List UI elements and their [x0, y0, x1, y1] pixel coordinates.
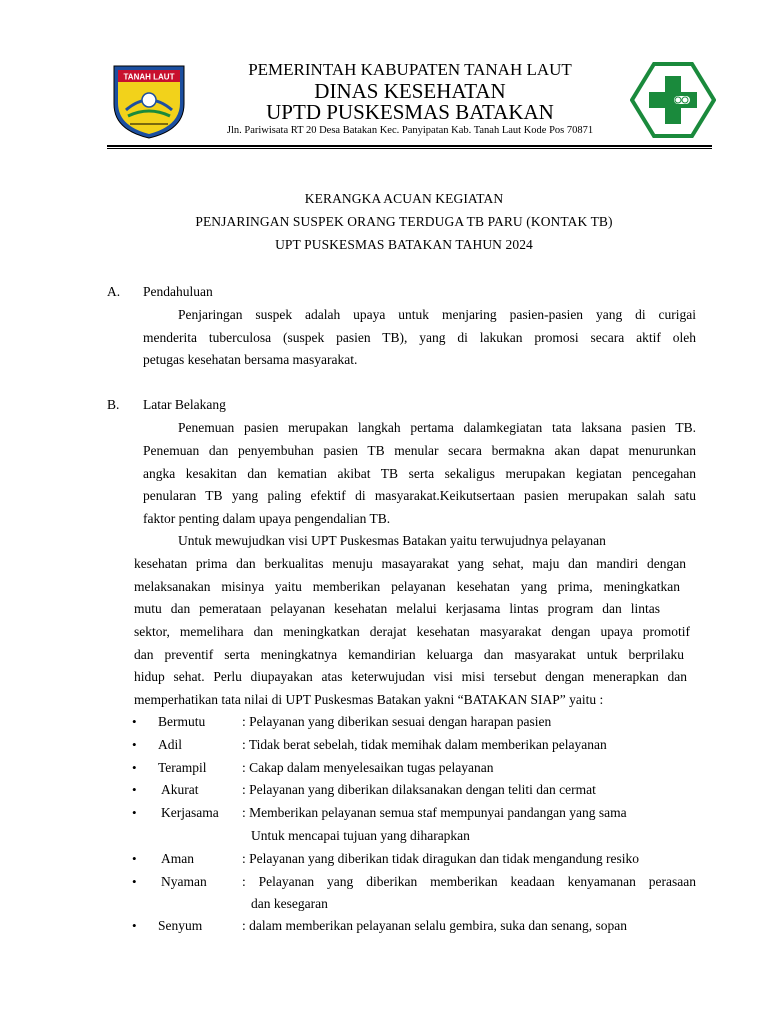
section-b-para2-line: melaksanakan misinya yaitu memberikan pelayanan kesehatan yang prima, meningkatkan [134, 579, 680, 594]
section-b-para2-line: dan preventif serta meningkatnya kemandirian keluarga dan masyarakat untuk berprilaku [134, 647, 684, 662]
value-desc: : dalam memberikan pelayanan selalu gembira, suka dan senang, sopan [242, 918, 627, 933]
section-b-para1-line: Penemuan dan penyembuhan pasien TB menular secara bermakna akan dapat menurunkan [143, 443, 696, 458]
value-desc: : Pelayanan yang diberikan memberikan keadaan kenyamanan perasaan [242, 874, 696, 889]
value-desc: : Memberikan pelayanan semua staf mempunyai pandangan yang sama [242, 805, 627, 820]
list-bullet: • [132, 714, 137, 729]
value-desc-continued: Untuk mencapai tujuan yang diharapkan [251, 828, 470, 843]
list-bullet: • [132, 874, 137, 889]
section-b-para1-line: faktor penting dalam upaya pengendalian TB. [143, 511, 391, 526]
value-desc: : Cakap dalam menyelesaikan tugas pelayanan [242, 760, 494, 775]
value-desc: : Tidak berat sebelah, tidak memihak dalam memberikan pelayanan [242, 737, 607, 752]
section-b-para2-line: memperhatikan tata nilai di UPT Puskesmas Batakan yakni “BATAKAN SIAP” yaitu : [134, 692, 604, 707]
section-b-para1-line: penularan TB yang paling efektif di masyarakat.Keikutsertaan pasien merupakan salah satu [143, 488, 696, 503]
list-bullet: • [132, 737, 137, 752]
section-a-title: Pendahuluan [143, 284, 213, 299]
document-title-2: PENJARINGAN SUSPEK ORANG TERDUGA TB PARU (KONTAK TB) [195, 214, 613, 229]
value-name: Bermutu [158, 714, 206, 729]
value-name: Terampil [158, 760, 207, 775]
list-bullet: • [132, 760, 137, 775]
value-name: Akurat [161, 782, 199, 797]
value-desc: : Pelayanan yang diberikan dilaksanakan dengan teliti dan cermat [242, 782, 596, 797]
list-bullet: • [132, 851, 137, 866]
logo-left-text: TANAH LAUT [123, 72, 175, 82]
document-title-3: UPT PUSKESMAS BATAKAN TAHUN 2024 [275, 237, 533, 252]
value-desc: : Pelayanan yang diberikan tidak diragukan dan tidak mengandung resiko [242, 851, 640, 866]
section-a-line: Penjaringan suspek adalah upaya untuk menjaring pasien-pasien yang di curigai [178, 307, 696, 322]
section-b-letter: B. [107, 397, 120, 412]
section-b-para2-line: mutu dan pemerataan pelayanan kesehatan melalui kerjasama lintas program dan lintas [134, 601, 660, 616]
header-address: Jln. Pariwisata RT 20 Desa Batakan Kec. Panyipatan Kab. Tanah Laut Kode Pos 70871 [226, 125, 594, 136]
list-bullet: • [132, 782, 137, 797]
header-divider-thin [107, 148, 712, 149]
section-a-letter: A. [107, 284, 121, 299]
value-name: Kerjasama [161, 805, 219, 820]
section-b-title: Latar Belakang [143, 397, 226, 412]
section-b-para2-line: Untuk mewujudkan visi UPT Puskesmas Batakan yaitu terwujudnya pelayanan [178, 533, 606, 548]
list-bullet: • [132, 918, 137, 933]
value-desc: : Pelayanan yang diberikan sesuai dengan harapan pasien [242, 714, 552, 729]
value-name: Adil [158, 737, 183, 752]
value-name: Nyaman [161, 874, 207, 889]
section-b-para2-line: kesehatan prima dan berkualitas menuju masayarakat yang sehat, maju dan mandiri dengan [134, 556, 686, 571]
list-bullet: • [132, 805, 137, 820]
header-dinas: DINAS KESEHATAN [314, 79, 506, 103]
tanah-laut-emblem-icon [108, 60, 190, 140]
section-b-para1-line: Penemuan pasien merupakan langkah pertama dalamkegiatan tata laksana pasien TB. [178, 420, 696, 435]
document-title-1: KERANGKA ACUAN KEGIATAN [304, 191, 504, 206]
value-desc-continued: dan kesegaran [251, 896, 328, 911]
header-government: PEMERINTAH KABUPATEN TANAH LAUT [248, 60, 572, 79]
section-b-para2-line: hidup sehat. Perlu diupayakan atas keterwujudan visi misi tersebut dengan menerapkan dan [134, 669, 687, 684]
header-divider-thick [107, 145, 712, 147]
section-b-para2-line: sektor, memelihara dan meningkatkan derajat kesehatan masyarakat dengan upaya promotif [134, 624, 690, 639]
header-uptd: UPTD PUSKESMAS BATAKAN [266, 100, 554, 124]
section-a-line: petugas kesehatan bersama masyarakat. [143, 352, 358, 367]
section-b-para1-line: angka kesakitan dan kematian akibat TB serta sekaligus merupakan kegiatan pencegahan [143, 466, 696, 481]
value-name: Aman [161, 851, 194, 866]
value-name: Senyum [158, 918, 203, 933]
section-a-line: menderita tuberculosa (suspek pasien TB), yang di lakukan promosi secara aktif oleh [143, 330, 696, 345]
puskesmas-logo-icon [630, 62, 716, 138]
